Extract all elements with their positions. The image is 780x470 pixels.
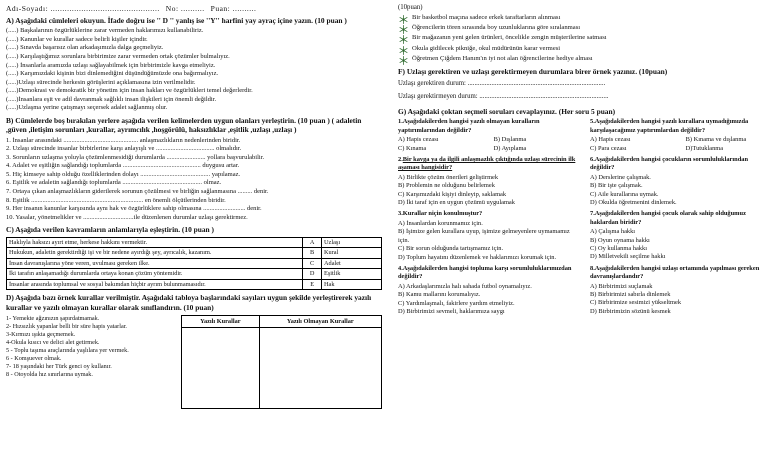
question-number: 5. [590,118,595,126]
table-row [7,269,382,280]
question-text: Aşağıdakilerden hangisi topluma karşı sorumluluklarımızdan değildir? [398,265,572,281]
section-b-title: B) Cümlelerde boş bırakılan yerlere aşağıda verilen kelimelerden uygun olanları yerleştirin. (10 puan ) ( adaletin ,güven ,iletişim sorunları ,kurallar, ayrımcılık ,hoşgörülü, haksızlıklar ,eşitlik ,uzlaşı ,uzlaşı ) [6,116,362,135]
question-number: 8. [590,264,595,272]
page-columns [6,4,774,466]
option-d[interactable]: D) Birbirimizin sözünü kesmek [590,307,671,315]
option-c[interactable]: C) Para cezası [590,144,627,152]
mc-column-right [590,118,774,319]
question-number: 2. [398,155,403,163]
column-header-written-rules: Yazılı Kurallar [182,315,259,327]
table-header-row [182,315,382,327]
list-item: 9. Her insanın kanunlar karşısında aynı hak ve özgürlüklere sahip olmasına .......................... denir. [6,205,262,213]
match-term: Eşitlik [322,269,382,280]
option-d[interactable]: D) Okulda öğretmenini dinlemek. [590,198,677,206]
list-item: 1. İnsanlar arasındaki .............................................. anlaşmazlıkların nedenlerinden biridir. [6,136,241,144]
match-letter: D [303,269,322,280]
list-item: (.....) İnsanlarla aramızda uzlaşı sağlayabilmek için birbirimizle kavga etmeliyiz. [6,61,216,69]
question-number: 1. [398,118,403,126]
number-field: No: .......... [165,4,205,13]
list-item: 10. Yasalar, yönetmelikler ve ...............................ile düzenlenen durumlar uzlaşı gerektirmez. [6,213,248,221]
list-item [398,44,774,54]
question-text: Aşağıdakilerden hangisi uzlaşı ortamında yapılması gereken davranışlardandır? [590,264,760,281]
question-8-options [590,283,774,317]
match-letter: A [303,237,322,248]
list-item: 4-Okula kısıcı ve delici alet getirmek. [6,338,100,346]
list-item: (.....)Uzlaşı sürecinde herkesin görüşlerini açıklamasına izin verilmelidir. [6,78,196,86]
question-3-options [398,220,582,262]
question-7 [590,210,774,227]
option-c[interactable]: C) Aile kurallarına uymak. [590,190,659,198]
match-definition: İki tarafın anlaşamadığı durumlarda ortaya konan çözüm yöntemidir. [7,269,303,280]
column-header-unwritten-rules: Yazılı Olmayan Kurallar [259,315,381,327]
option-a[interactable]: A) Derslerine çalışmak. [590,173,651,181]
option-d[interactable]: D) İki taraf için en uygun çözümü uygulamak [398,198,515,206]
option-b[interactable]: B) İşimize gelen kurallara uyup, işimize gelmeyenlere uymamamız için. [398,228,570,244]
match-term: Adalet [322,258,382,269]
question-text: Aşağıdakilerden hangisi yazılı olmayan kuralların yaptırımlarından değildir? [398,118,540,134]
option-row [398,136,582,144]
list-item: (.....)İnsanlara eşit ve adil davranmak sağlıklı insan ilişkileri için önemli değildir. [6,95,217,103]
option-d[interactable]: D) Ayıplama [493,144,527,152]
option-a[interactable]: A) Arkadaşlarımızla halı sahada futbol oynamalıyız. [398,282,532,290]
question-2-options [398,174,582,208]
left-column [6,4,386,466]
list-item: (.....) Kanunlar ve kurallar sadece belirli kişiler içindir. [6,35,148,43]
multiple-choice-columns [398,118,774,319]
option-a[interactable]: A) Birbirimizi suçlamak [590,282,653,290]
option-b[interactable]: B) Dışlanma [493,136,527,144]
list-item: 4. Adalet ve eşitliğin sağlandığı toplumlarda ................................................ duygusu artar. [6,162,240,170]
list-item: 5. Hiç kimseye sahip olduğu özelliklerinden dolayı ........................................... yapılamaz. [6,170,241,178]
list-item: 5 - Toplu taşıma araçlarında yaşlılara yer vermek. [6,347,129,355]
list-item: (.....) Karşılaştığımız sorunlara birbirimize zarar vermeden ortak çözümler bulmalıyız. [6,52,230,60]
section-c-title: C) Aşağıda verilen kavramların anlamlarıyla eşleştirin. (10 puan ) [6,225,214,235]
section-f-line-1[interactable]: Uzlaşı gerektiren durum: ................................................................................. [398,80,606,88]
list-item: (.....)Demokrasi ve demokratik bir yönetim için insan hakları ve özgürlükleri temel değerlerdir. [6,87,253,95]
option-a[interactable]: A) Hapis cezası [590,136,631,144]
match-letter: B [303,248,322,259]
question-6-options [590,174,774,208]
match-definition: Haklıyla haksızı ayırt etme, herkese hakkını vermektir. [7,237,303,248]
section-f-title: F) Uzlaşı gerektiren ve uzlaşı gerektirmeyen durumlara birer örnek yazınız. (10puan) [398,67,668,77]
option-b[interactable]: B) Kınama ve dışlanma [685,136,747,144]
list-item: (.....) Karşımızdaki kişinin bizi dinlemediğini düşündüğümüzde ona bağırmalıyız. [6,70,219,78]
list-item: 2- Hızsızlık yapanlar belli bir süre hapis yatarlar. [6,322,127,330]
question-5-options [590,136,774,153]
question-7-options [590,228,774,262]
option-c[interactable]: C) Karşımızdaki kişiyi dinleyip, saklamak [398,190,507,198]
student-header [6,4,382,13]
bullet-text: Bir mağazanın yeni gelen ürünleri, öncelikle zengin müşterilerine satması [412,34,607,42]
option-b[interactable]: B) Kamu mallarını korumalıyız. [398,291,481,299]
list-item: 3-Kırmızı ışıkta geçmemek. [6,330,76,338]
match-letter: E [303,279,322,290]
answer-cell-unwritten[interactable] [259,327,381,408]
list-item: (.....) Başkalarının özgürlüklerine zarar vermeden haklarımızı kullanabiliriz. [6,27,204,35]
option-row [590,145,774,153]
list-item: 3. Sorunların uzlaşma yoluyla çözümlenmesidiği durumlarda ........................ yollara başvurulabilir. [6,153,265,161]
option-b[interactable]: B) Problemin ne olduğunu belirlemek [398,182,495,190]
section-e-bullets [398,13,774,64]
list-item: 8. Eşitlik ..................................................................... en önemli ölçütlerinden biridir. [6,196,226,204]
option-a[interactable]: A) Hapis cezası [398,136,439,144]
section-g-title: G) Aşağıdaki çoktan seçmeli soruları cevaplayınız. (Her soru 5 puan) [398,107,616,117]
question-3 [398,210,582,218]
option-row [590,136,774,144]
option-b[interactable]: B) Birbirimizi sabırla dinlemek [590,291,671,299]
question-number: 6. [590,155,595,163]
answer-cell-written[interactable] [182,327,259,408]
bullet-text: Öğrencilerin tören sırasında boy uzunluklarına göre sıralanması [412,24,581,32]
bullet-text: Okula gidilecek pikniğe, okul müdürünün karar vermesi [412,44,561,52]
match-term: Uzlaşı [322,237,382,248]
section-a-items [6,27,382,113]
question-1 [398,118,582,135]
question-number: 7. [590,210,595,218]
section-d-body [6,315,382,409]
match-definition: Hukukun, adaletin gerektirdiği işi ve bir nedene ayırdığı şey, ayrıcalık, kazanım. [7,248,303,259]
list-item: 1- Yemekte ağzınızın şapırdatmamak. [6,314,100,322]
name-field: Adı-Soyadı: .............................................. [6,4,160,13]
mc-column-left [398,118,582,319]
option-b[interactable]: B) Oyun oynama hakkı [590,236,650,244]
list-item: 7- 18 yaşındaki her Türk genci oy kullanır. [6,363,112,371]
list-item [398,33,774,43]
section-d-title: D) Aşağıda bazı örnek kurallar verilmiştir. Aşağıdaki tabloya başlarındaki sayıları uygun şekilde yerleştirerek yazılı kurallar ve yazılı olmayan kurallar olarak sınıflandırın. (10 puan) [6,293,372,312]
section-b-items [6,137,382,223]
table-row [7,279,382,290]
table-row [7,237,382,248]
list-item: 2. Uzlaşı sürecinde insanlar birbirlerine karşı anlayışlı ve .................................... olmalıdır. [6,145,242,153]
rules-classification-table [181,315,382,409]
list-item [398,13,774,23]
bullet-text: Öğretmen Çiğdem Hanım'ın iyi not alan öğrencilerine hediye alması [412,54,593,62]
list-item: 6 - Komşuever olmak. [6,355,62,363]
table-row [7,248,382,259]
option-a[interactable]: A) Birlikte çözüm önerileri geliştirmek [398,173,499,181]
list-item: (.....)Uzlaşma yerine çatışmayı seçersek adalet sağlanmış olur. [6,104,168,112]
match-term: Hak [322,279,382,290]
option-c[interactable]: C) Yardımlaşmalı, fakirlere yardım etmeliyiz. [398,299,515,307]
option-d[interactable]: D) Milletvekili seçilme hakkı [590,253,666,261]
option-c[interactable]: C) Oy kullanma hakkı [590,245,647,252]
match-letter: C [303,258,322,269]
question-text: Kurallar niçin konulmuştur? [402,210,483,218]
option-c[interactable]: C) Kınama [398,144,427,152]
match-definition: İnsanlar arasında toplumsal ve sosyal bakımdan hiçbir ayrım bulunmamasıdır. [7,279,303,290]
table-row [182,327,382,408]
section-e-points: (10puan) [398,4,423,11]
option-c[interactable]: C) Birbirimize sesimizi yükseltmek [590,299,682,307]
question-8 [590,265,774,282]
question-text: Aşağıdakilerden hangisi çocukların sorumluluklarından değildir? [590,155,749,172]
flower-icon [398,55,409,66]
list-item: 8 - Otoyolda hız sınırlarına uymak. [6,371,93,379]
question-text: Aşağıdakilerden hangisi çocuk olarak sahip olduğumuz haklardan biridir? [590,210,746,226]
section-f-line-2[interactable]: Uzlaşı gerektirmeyen durum: ............................................................................ [398,93,609,101]
list-item: 6. Eşitlik ve adaletin sağlandığı toplumlarda ................................................. olmaz. [6,179,222,187]
matching-table [6,237,382,291]
option-c[interactable]: C) Bir sorun olduğunda tartışmamız için. [398,245,504,253]
rules-example-list [6,315,177,409]
right-column [394,4,774,466]
question-4 [398,265,582,282]
question-5 [590,118,774,135]
bullet-text: Bir basketbol maçına sadece erkek taraftarların alınması [412,14,561,21]
question-1-options [398,136,582,153]
question-text: Bir kavga ya da ilgili anlaşmazlık çıktığında uzlaşı sürecinin ilk aşaması hangisidir? [398,155,576,172]
option-a[interactable]: A) Çalışma hakkı [590,228,636,236]
list-item: (.....) Sınavda başarısız olan arkadaşımızla dalga geçmeliyiz. [6,44,164,52]
option-d[interactable]: D)Tutuklanma [685,144,724,152]
match-term: Kural [322,248,382,259]
question-number: 3. [398,210,403,218]
option-a[interactable]: A) İnsanlardan korunmamız için. [398,219,483,227]
question-2 [398,156,582,173]
section-a-title: A) Aşağıdaki cümleleri okuyun. İfade doğru ise '' D '' yanlış ise ''Y'' harfini yay ayraç içine yazın. (10 puan ) [6,16,347,25]
table-row [7,258,382,269]
question-6 [590,156,774,173]
question-4-options [398,283,582,317]
question-number: 4. [398,265,403,273]
list-item [398,54,774,64]
list-item: 7. Ortaya çıkan anlaşmazlıkların giderilerek sorunun çözülmesi ve birliğin sağlanmasına ......... denir. [6,188,269,195]
option-row [398,145,582,153]
option-d[interactable]: D) Toplum hayatını düzenlemek ve haklarımızı korumak için. [398,253,557,261]
list-item [398,23,774,33]
match-definition: İnsan davranışlarına yöne veren, uvulması gereken ilke. [7,258,303,269]
option-d[interactable]: D) Birbirimizi sevmeli, haklarımıza saygı [398,308,505,316]
score-field: Puan: .......... [210,4,257,13]
question-text: Aşağıdakilerden hangisi yazılı kurallara uymadığımızda karşılaşacağımız yaptırımlardan değildir? [590,118,749,134]
option-b[interactable]: B) Bir işte çalışmak. [590,182,643,190]
